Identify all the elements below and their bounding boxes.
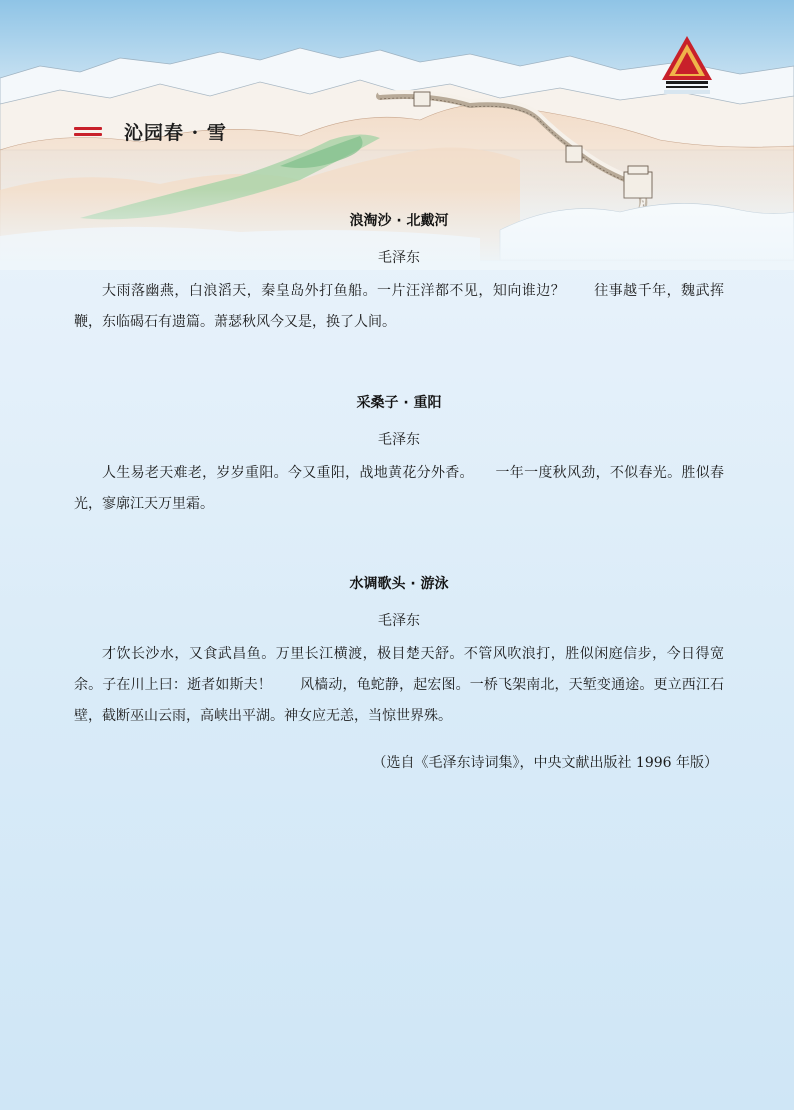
poem-title: 浪淘沙 · 北戴河 <box>349 213 449 229</box>
poem-title: 水调歌头 · 游泳 <box>349 576 449 592</box>
poem-caisangzi <box>74 392 724 520</box>
poem-text <box>74 639 724 732</box>
section-marker-icon <box>74 127 102 136</box>
section-header <box>74 118 227 145</box>
section-title: 沁园春 · 雪 <box>124 122 227 144</box>
poem-paragraph: 大雨落幽燕，白浪滔天，秦皇岛外打鱼船。一片汪洋都不见，知向谁边？ 往事越千年，魏武挥鞭，东临碣石有遗篇。萧瑟秋风今又是，换了人间。 <box>74 283 724 330</box>
poem-text <box>74 276 724 338</box>
poem-shuidiaogetou <box>74 573 724 732</box>
poem-author: 毛泽东 <box>378 250 420 266</box>
poem-paragraph: 才饮长沙水，又食武昌鱼。万里长江横渡，极目楚天舒。不管风吹浪打，胜似闲庭信步，今日得宽余。子在川上曰：逝者如斯夫！ 风樯动，龟蛇静，起宏图。一桥飞架南北，天堑变通途。更立西江石壁，截断巫山云雨，高峡出平湖。神女应无恙，当惊世界殊。 <box>74 646 724 724</box>
poem-paragraph: 人生易老天难老，岁岁重阳。今又重阳，战地黄花分外香。 一年一度秋风劲，不似春光。胜似春光，寥廓江天万里霜。 <box>74 465 724 512</box>
poem-author: 毛泽东 <box>378 613 420 629</box>
source-citation: （选自《毛泽东诗词集》，中央文献出版社 1996 年版） <box>372 755 718 771</box>
poem-author: 毛泽东 <box>378 432 420 448</box>
publisher-logo-icon <box>658 34 716 96</box>
poem-text <box>74 458 724 520</box>
poem-title: 采桑子 · 重阳 <box>356 395 442 411</box>
poem-langtaosha <box>74 210 724 338</box>
